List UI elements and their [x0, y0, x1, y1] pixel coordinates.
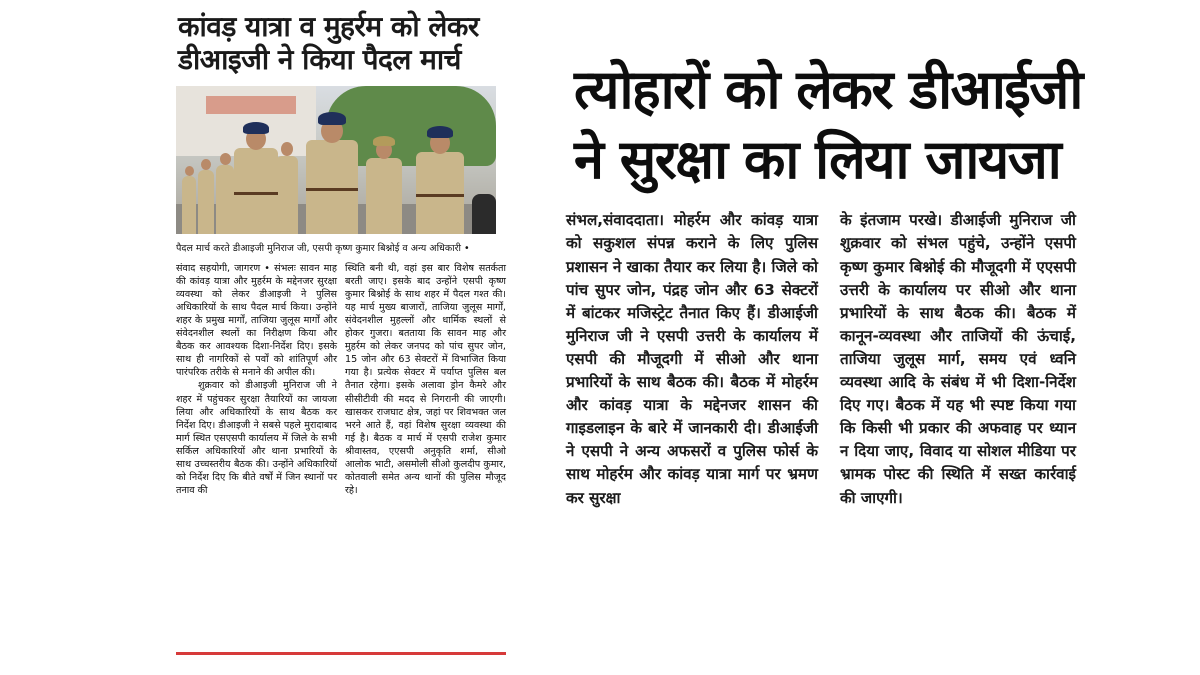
paragraph: संवाद सहयोगी, जागरण • संभलः सावन माह की कांवड़ यात्रा और मुहर्रम के मद्देनजर सुरक्षा व्यवस्था को लेकर डीआइजी ने पुलिस अधिकारियों के साथ पैदल मार्च किया। उन्होंने शहर के प्रमुख मार्गों, ताजिया जुलूस मार्गों और संवेदनशील स्थलों का निरीक्षण किया और बैठक कर आवश्यक दिशा-निर्देश दिए। इसके साथ ही नागरिकों से पर्वों को शांतिपूर्ण और पारंपरिक तरीके से मनाने की अपील की। — [176, 263, 337, 379]
bottom-red-rule — [176, 652, 506, 655]
headline-jagran — [178, 10, 506, 76]
headline-right — [574, 55, 1090, 195]
headline-line-1: कांवड़ यात्रा व मुहर्रम को लेकर — [178, 10, 479, 43]
photo-caption: पैदल मार्च करते डीआइजी मुनिराज जी, एसपी कृष्ण कुमार बिश्नोई व अन्य अधिकारी • — [176, 243, 470, 255]
article-body-jagran — [176, 262, 506, 497]
headline-line-2: ने सुरक्षा का लिया जायजा — [574, 128, 1061, 192]
news-clipping-jagran — [176, 10, 506, 655]
article-column-2 — [345, 262, 506, 497]
paragraph: स्थिति बनी थी, वहां इस बार विशेष सतर्कता बरती जाए। इसके बाद उन्होंने एसपी कृष्ण कुमार बिश्नोई के साथ शहर में पैदल गश्त की। यह मार्च मुख्य बाजारों, ताजिया जुलूस मार्गों, संवेदनशील मुहल्लों और धार्मिक स्थलों से होकर गुजरा। बतताया कि सावन माह और मुहर्रम को लेकर जनपद को पांच सुपर जोन, 15 जोन और 63 सेक्टरों में विभाजित किया गया है। प्रत्येक सेक्टर में पर्याप्त पुलिस बल तैनात रहेगा। इसके अलावा ड्रोन कैमरे और सीसीटीवी की मदद से निगरानी की जाएगी। खासकर राजघाट क्षेत्र, जहां पर शिवभक्त जल भरने आते हैं, वहां विशेष सुरक्षा व्यवस्था की गई है। बैठक व मार्च में एसपी राजेश कुमार श्रीवास्तव, एएसपी अनुकृति शर्मा, सीओ आलोक भाटी, असमोली सीओ कुलदीप कुमार, कोतवाली समेत अन्य थानों की पुलिस मौजूद रहे। — [345, 263, 506, 496]
paragraph: मोहर्रम और कांवड़ यात्रा को सकुशल संपन्न कराने के लिए पुलिस प्रशासन ने खाका तैयार कर लिया है। जिले को पांच सुपर जोन, पंद्रह जोन और 63 सेक्टरों में बांटकर मजिस्ट्रेट तैनात किए हैं। डीआईजी मुनिराज जी ने एसपी उत्तरी के कार्यालय में एसपी की मौजूदगी में सीओ और थाना प्रभारियों के साथ बैठक की। बैठक में मोहर्रम और कांवड़ यात्रा के मद्देनजर शासन की गाइडलाइन के बारे में जानकारी दी। डीआईजी ने एसपी ने अन्य अफसरों व पुलिस फोर्स के साथ मोहर्रम और कांवड़ यात्रा मार्ग पर भ्रमण कर सुरक्षा — [566, 211, 818, 507]
headline-line-1: त्योहारों को लेकर डीआईजी — [574, 58, 1082, 121]
byline: संभल,संवाददाता। — [566, 211, 665, 230]
article-column-2 — [840, 209, 1076, 509]
news-photo-police-march — [176, 86, 496, 234]
article-column-1 — [176, 262, 337, 497]
article-column-1 — [566, 209, 818, 509]
article-body-right — [560, 209, 1090, 509]
headline-line-2: डीआइजी ने किया पैदल मार्च — [178, 43, 461, 77]
paragraph: के इंतजाम परखे। डीआईजी मुनिराज जी शुक्रवार को संभल पहुंचे, उन्होंने एसपी कृष्ण कुमार बिश्नोई की मौजूदगी में एएसपी उत्तरी के कार्यालय पर सीओ और थाना प्रभारियों के साथ बैठक की। बैठक में कानून-व्यवस्था और ताजियों की ऊंचाई, ताजिया जुलूस मार्ग, समय एवं ध्वनि व्यवस्था आदि के संबंध में भी दिशा-निर्देश दिए गए। बैठक में यह भी स्पष्ट किया गया कि किसी भी प्रकार की अफवाह पर ध्यान न दिया जाए, विवाद या सोशल मीडिया पर भ्रामक पोस्ट की स्थिति में सख्त कार्रवाई की जाएगी। — [840, 211, 1076, 507]
paragraph: शुक्रवार को डीआइजी मुनिराज जी ने शहर में पहुंचकर सुरक्षा तैयारियों का जायजा लिया और अधिकारियों के साथ बैठक कर निर्देश दिए। डीआइजी ने सबसे पहले मुरादाबाद मार्ग स्थित एसएसपी कार्यालय में जिले के सभी सर्किल अधिकारियों और थाना प्रभारियों के साथ उच्चस्तरीय बैठक की। उन्होंने अधिकारियों को निर्देश दिए कि बीते वर्षों में जिन स्थानों पर तनाव की — [176, 380, 337, 496]
news-clipping-right — [560, 55, 1090, 625]
